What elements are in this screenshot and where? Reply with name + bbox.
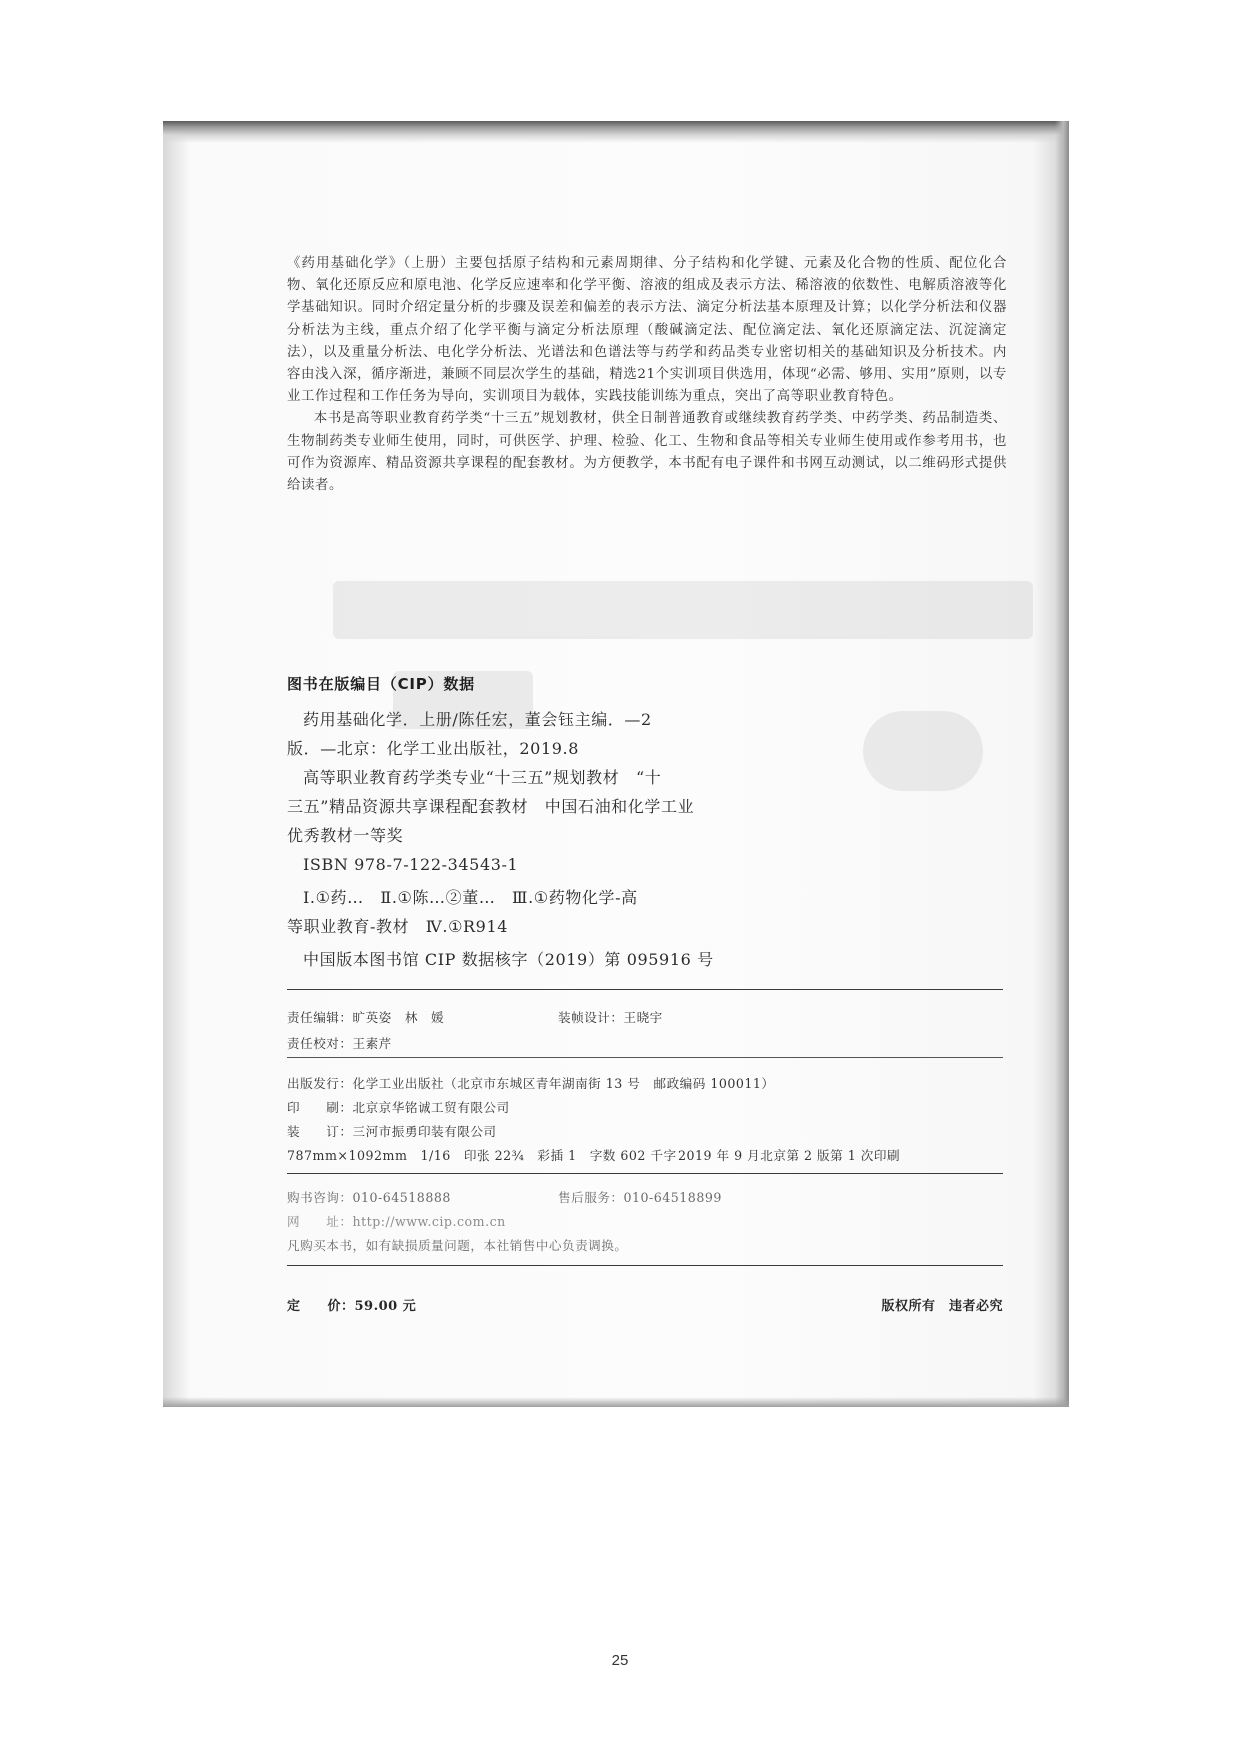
quality-notice: 凡购买本书，如有缺损质量问题，本社销售中心负责调换。 (287, 1238, 628, 1253)
cip-data (287, 705, 727, 974)
responsible-editor: 责任编辑：旷英姿 林 媛 (287, 1010, 445, 1025)
price-row (287, 1295, 1003, 1314)
printer-row (287, 1097, 510, 1116)
divider (287, 1173, 1003, 1174)
divider (287, 1057, 1003, 1058)
after-sales-hotline: 售后服务：010-64518899 (558, 1190, 722, 1205)
print-specs: 787mm×1092mm 1/16 印张 22¾ 彩插 1 字数 602 千字 (287, 1148, 677, 1163)
cip-line: 三五”精品资源共享课程配套教材 中国石油和化学工业 (287, 797, 695, 816)
cip-line: 高等职业教育药学类专业“十三五”规划教材 “十 (303, 768, 662, 787)
proofreader: 责任校对：王素芹 (287, 1036, 392, 1051)
website: 网 址：http://www.cip.com.cn (287, 1214, 506, 1229)
scan-top-edge (163, 121, 1069, 143)
purchase-hotline: 购书咨询：010-64518888 (287, 1190, 451, 1205)
cip-isbn: ISBN 978-7-122-34543-1 (303, 855, 519, 874)
publisher: 出版发行：化学工业出版社（北京市东城区青年湖南街 13 号 邮政编码 100011） (287, 1076, 775, 1091)
page-number: 25 (611, 1652, 629, 1669)
scanned-copyright-page (163, 121, 1069, 1407)
edition-info: 2019 年 9 月北京第 2 版第 1 次印刷 (678, 1148, 901, 1163)
copyright-notice: 版权所有 违者必究 (881, 1299, 1003, 1314)
printer: 北京京华铭诚工贸有限公司 (352, 1100, 510, 1115)
cover-design: 装帧设计：王晓宇 (558, 1010, 663, 1025)
description-paragraph-2: 本书是高等职业教育药学类“十三五”规划教材，供全日制普通教育或继续教育药学类、中药学类、药品制造类、生物制药类专业师生使用，同时，可供医学、护理、检验、化工、生物和食品等相关专业师生使用或作参考用书，也可作为资源库、精品资源共享课程的配套教材。为方便教学，本书配有电子课件和书网互动测试，以二维码形式提供给读者。 (287, 411, 1007, 494)
divider (287, 1265, 1003, 1266)
cip-line: 药用基础化学．上册/陈任宏，董会钰主编．—2 (303, 710, 652, 729)
cip-line: 等职业教育-教材 Ⅳ.①R914 (287, 917, 509, 936)
cip-record-number: 中国版本图书馆 CIP 数据核字（2019）第 095916 号 (303, 950, 714, 969)
cip-line: 优秀教材一等奖 (287, 826, 404, 845)
price: 定 价：59.00 元 (287, 1299, 417, 1314)
cip-line: Ⅰ.①药… Ⅱ.①陈…②董… Ⅲ.①药物化学-高 (303, 888, 638, 907)
book-description (287, 253, 1007, 497)
cip-heading: 图书在版编目（CIP）数据 (287, 675, 475, 693)
binder: 三河市振勇印装有限公司 (352, 1124, 497, 1139)
scan-left-edge (163, 121, 189, 1407)
divider (287, 989, 1003, 990)
cip-line: 版．—北京：化学工业出版社，2019.8 (287, 739, 579, 758)
description-paragraph-1: 《药用基础化学》（上册）主要包括原子结构和元素周期律、分子结构和化学键、元素及化合物的性质、配位化合物、氧化还原反应和原电池、化学反应速率和化学平衡、溶液的组成及表示方法、稀溶液的依数性、电解质溶液等化学基础知识。同时介绍定量分析的步骤及误差和偏差的表示方法、滴定分析法基本原理及计算；以化学分析法和仪器分析法为主线，重点介绍了化学平衡与滴定分析法原理（酸碱滴定法、配位滴定法、氧化还原滴定法、沉淀滴定法），以及重量分析法、电化学分析法、光谱法和色谱法等与药学和药品类专业密切相关的基础知识及分析技术。内容由浅入深，循序渐进，兼顾不同层次学生的基础，精选21个实训项目供选用，体现“必需、够用、实用”原则，以专业工作过程和工作任务为导向，实训项目为载体，实践技能训练为重点，突出了高等职业教育特色。 (287, 256, 1007, 405)
scan-bottom-edge (163, 1397, 1069, 1407)
binder-row (287, 1121, 497, 1140)
scan-right-edge (1055, 121, 1069, 1407)
binder-label: 装 订： (287, 1124, 353, 1139)
printer-label: 印 刷： (287, 1100, 353, 1115)
